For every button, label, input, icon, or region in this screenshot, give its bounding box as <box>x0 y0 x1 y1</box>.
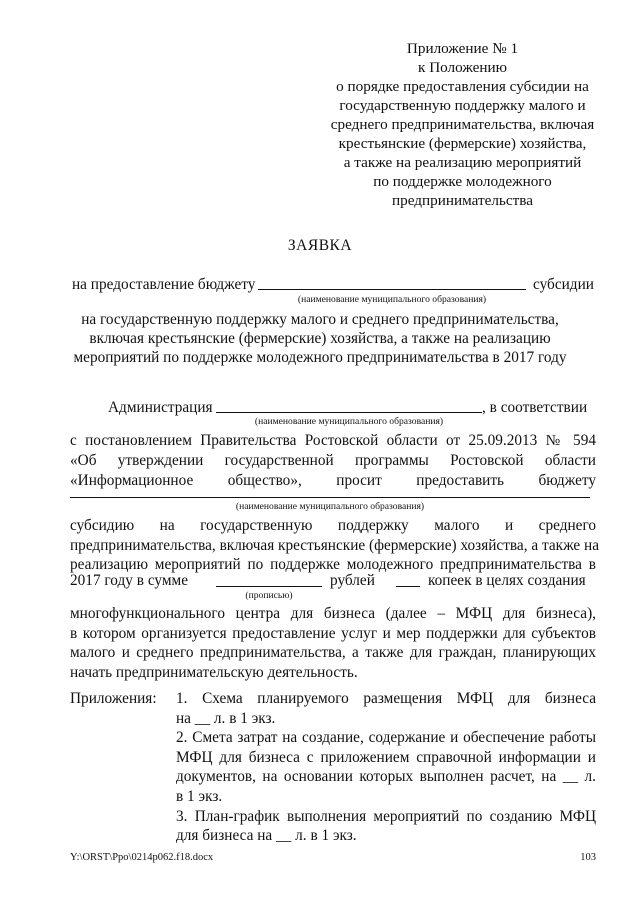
administration-prefix: Администрация <box>108 399 213 416</box>
appendix-line: о порядке предоставления субсидии на <box>336 78 589 95</box>
appendix-line: а также на реализацию мероприятий <box>343 154 582 171</box>
appendix-line: крестьянские (фермерские) хозяйства, <box>338 135 587 152</box>
resolution-line: с постановлением Правительства Ростовской области от 25.09.2013 № 594 <box>70 432 596 449</box>
appendix-line: государственную поддержку малого и <box>339 97 586 114</box>
attachment-line: МФЦ для бизнеса с приложением справочной информации и <box>176 748 596 766</box>
resolution-line: «Информационное общество», просит предоставить бюджету <box>70 472 596 489</box>
attachment-line: в 1 экз. <box>176 787 223 805</box>
appendix-line: среднего предпринимательства, включая <box>330 116 595 133</box>
body-line: предпринимательства, включая крестьянские (фермерские) хозяйства, а также на <box>70 536 600 554</box>
body-line: малого и среднего предпринимательства, а также для граждан, планирующих <box>70 644 596 662</box>
document-title: ЗАЯВКА <box>287 237 353 254</box>
body-line: субсидию на государственную поддержку малого и среднего <box>70 517 596 534</box>
subtitle-line: включая крестьянские (фермерские) хозяйства, а также на реализацию <box>89 330 551 347</box>
municipality-hint-3: (наименование муниципального образования) <box>235 501 425 512</box>
attachment-line: на __ л. в 1 экз. <box>176 709 276 727</box>
subtitle-suffix: субсидии <box>533 276 594 293</box>
amount-blank[interactable] <box>216 586 322 587</box>
subtitle-line: на государственную поддержку малого и среднего предпринимательства, <box>81 311 559 328</box>
body-line: многофункционального центра для бизнеса (далее – МФЦ для бизнеса), <box>70 605 596 622</box>
municipality-blank-2[interactable] <box>216 412 482 413</box>
file-path: Y:\ORST\Ppo\0214p062.f18.docx <box>70 852 214 863</box>
body-line: реализацию мероприятий по поддержке молодежного предпринимательства в <box>70 556 596 574</box>
kopeck-blank[interactable] <box>396 586 420 587</box>
appendix-line: предпринимательства <box>392 192 533 209</box>
appendix-line: по поддержке молодежного <box>373 173 552 190</box>
subtitle-line: мероприятий по поддержке молодежного предпринимательства в 2017 году <box>73 349 567 366</box>
amount-rub: рублей <box>330 572 375 589</box>
amount-hint: (прописью) <box>245 590 293 601</box>
municipality-blank-3[interactable] <box>70 497 590 498</box>
attachments-list <box>176 689 596 846</box>
body-paragraph <box>70 516 600 575</box>
attachment-line: 1. Схема планируемого размещения МФЦ для бизнеса <box>176 690 596 707</box>
body-paragraph-2 <box>70 604 596 682</box>
subtitle-prefix: на предоставление бюджету <box>72 276 256 293</box>
appendix-line: Приложение № 1 <box>406 40 519 57</box>
body-line: начать предпринимательскую деятельность. <box>70 663 358 681</box>
resolution-line: «Об утверждении государственной программы Ростовской области <box>70 452 596 469</box>
attachment-line: 3. План-график выполнения мероприятий по созданию МФЦ <box>176 807 596 825</box>
appendix-line: к Положению <box>418 59 507 76</box>
municipality-hint-1: (наименование муниципального образования) <box>297 294 487 305</box>
municipality-blank-1[interactable] <box>258 289 526 290</box>
attachment-line: для бизнеса на __ л. в 1 экз. <box>176 827 357 845</box>
attachment-line: 2. Смета затрат на создание, содержание и обеспечение работы <box>176 729 596 747</box>
municipality-hint-2: (наименование муниципального образования) <box>254 416 444 427</box>
body-line: в котором организуется предоставление услуг и мер поддержки для субъектов <box>70 624 596 642</box>
appendix-header <box>315 39 610 210</box>
attachments-label: Приложения: <box>70 690 157 707</box>
page-number: 103 <box>580 852 596 863</box>
attachment-line: документов, на основании которых выполнен расчет, на __ л. <box>176 768 596 786</box>
administration-suffix: , в соответствии <box>482 399 588 416</box>
amount-kop: копеек в целях создания <box>428 572 586 589</box>
amount-prefix: 2017 году в сумме <box>70 572 189 589</box>
